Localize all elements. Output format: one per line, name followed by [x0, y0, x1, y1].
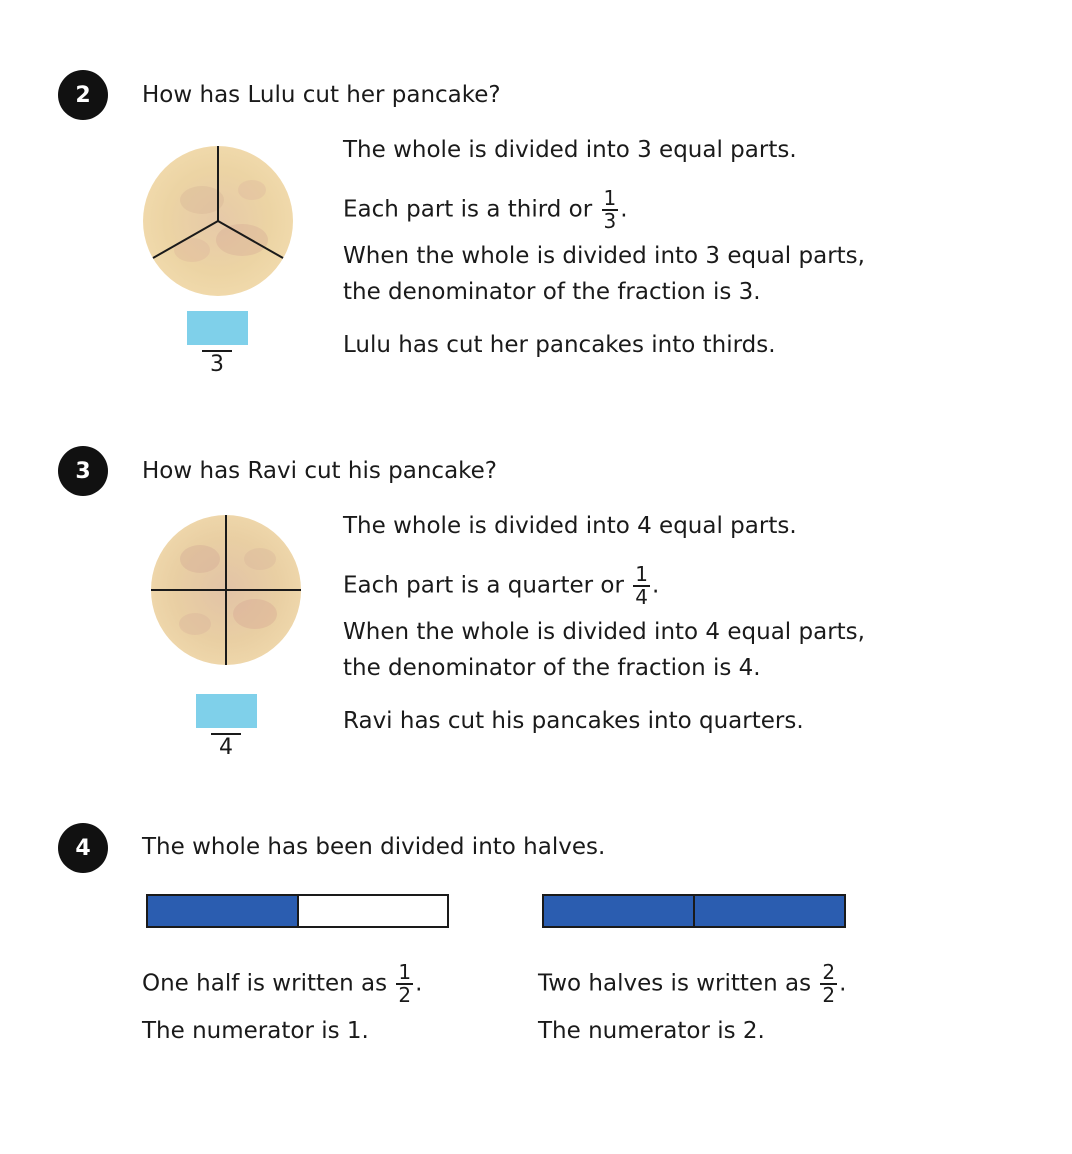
q3-line-2: Each part is a quarter or $\frac{1}{4}$ .	[343, 562, 660, 609]
question-number-2: 2	[58, 70, 108, 120]
bar-part-empty	[299, 896, 448, 926]
q2-line-4: the denominator of the fraction is 3.	[343, 279, 761, 305]
q2-line-1: The whole is divided into 3 equal parts.	[343, 137, 797, 163]
answer-input-box-q2[interactable]	[187, 311, 248, 345]
q3-line-2-text: Each part is a quarter or	[343, 572, 624, 599]
q4-right-text: Two halves is written as $\frac{2}{2}$ .	[538, 960, 847, 1007]
question-number-3: 3	[58, 446, 108, 496]
fraction-bar-two-halves	[542, 894, 846, 928]
answer-denominator-q2: 3	[202, 350, 232, 378]
q4-left-text: One half is written as $\frac{1}{2}$ .	[142, 960, 423, 1007]
q3-line-1: The whole is divided into 4 equal parts.	[343, 513, 797, 539]
pancake-quarters-image	[150, 514, 302, 666]
q3-line-5: Ravi has cut his pancakes into quarters.	[343, 708, 804, 734]
q2-line-3: When the whole is divided into 3 equal parts,	[343, 243, 865, 269]
bar-part-shaded	[148, 896, 299, 926]
q3-line-4: the denominator of the fraction is 4.	[343, 655, 761, 681]
q2-line-2: Each part is a third or $\frac{1}{3}$ .	[343, 186, 628, 233]
question-4-text: The whole has been divided into halves.	[142, 834, 606, 860]
q2-line-2-text: Each part is a third or	[343, 196, 593, 223]
q4-left-text-label: One half is written as	[142, 970, 388, 997]
fraction-two-halves: $\frac{2}{2}$	[822, 960, 836, 1007]
q4-right-text-label: Two halves is written as	[538, 970, 812, 997]
answer-denominator-q3: 4	[211, 733, 241, 761]
question-number-4: 4	[58, 823, 108, 873]
fraction-one-quarter: $\frac{1}{4}$	[635, 562, 648, 609]
q4-right-numerator: The numerator is 2.	[538, 1018, 765, 1044]
fraction-bar-one-half	[146, 894, 449, 928]
answer-input-box-q3[interactable]	[196, 694, 257, 728]
question-3-text: How has Ravi cut his pancake?	[142, 458, 498, 484]
pancake-thirds-image	[142, 145, 294, 297]
q3-line-3: When the whole is divided into 4 equal parts,	[343, 619, 865, 645]
bar-part-shaded	[695, 896, 844, 926]
q2-line-5: Lulu has cut her pancakes into thirds.	[343, 332, 776, 358]
fraction-one-half: $\frac{1}{2}$	[398, 960, 412, 1007]
question-2-text: How has Lulu cut her pancake?	[142, 82, 501, 108]
bar-part-shaded	[544, 896, 695, 926]
q4-left-numerator: The numerator is 1.	[142, 1018, 369, 1044]
fraction-one-third: $\frac{1}{3}$	[603, 186, 617, 233]
